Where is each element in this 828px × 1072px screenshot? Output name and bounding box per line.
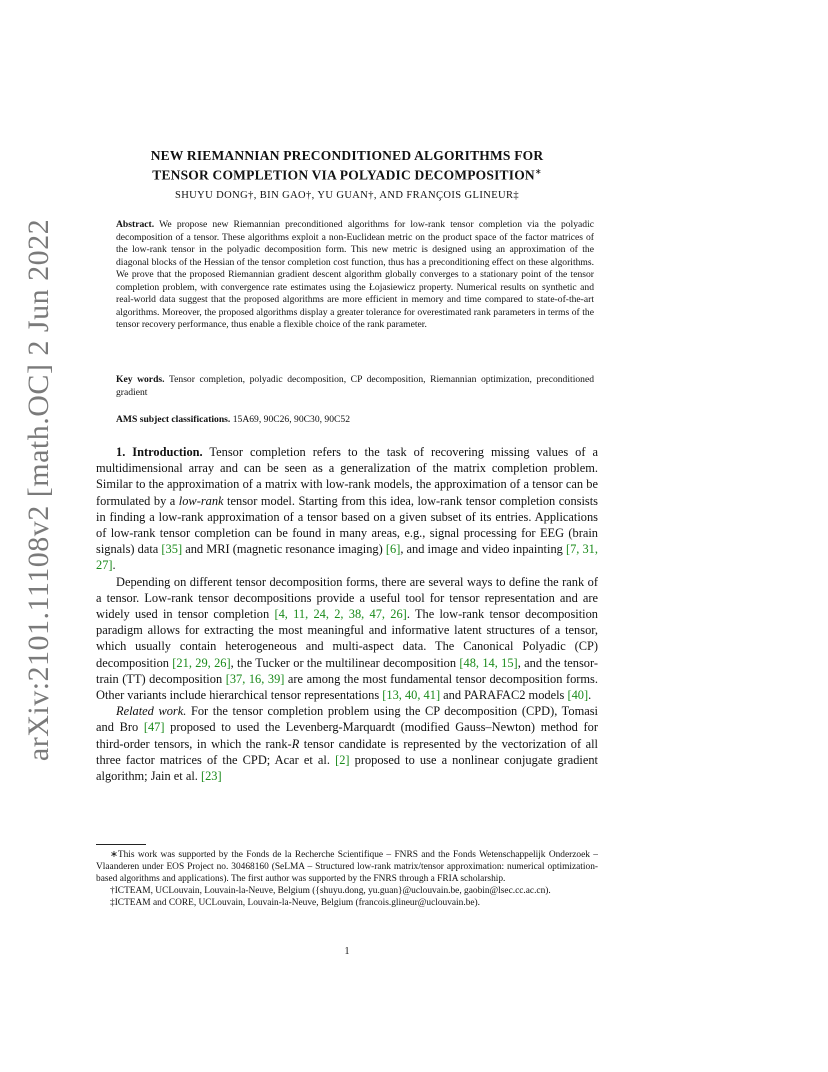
citation-link[interactable]: [40] <box>567 688 589 703</box>
footnote-funding: ∗This work was supported by the Fonds de la Recherche Scientifique – FNRS and the Fonds Wetenschappelijk Onderzoek – Vlaanderen under EOS Project no. 30468160 (SeLMA – Structured low-rank matrix/tensor approximation: numerical optimization-based algorithms and applications). The first author was supported by the FNRS through a FRIA scholarship. <box>96 850 598 884</box>
intro-paragraph-2: Depending on different tensor decomposition forms, there are several ways to define the rank of a tensor. Low-rank tensor decompositions provide a useful tool for tensor representation and are widely used in tensor completion [4, 11, 24, 2, 38, 47, 26]. The low-rank tensor decomposition paradigm allows for extracting the most meaningful and informative latent structures of a tensor, which usually contain heterogeneous and multi-aspect data. The Canonical Polyadic (CP) decomposition [21, 29, 26], the Tucker or the multilinear decomposition [48, 14, 15], and the tensor-train (TT) decomposition [37, 16, 39] are among the most fundamental tensor decomposition forms. Other variants include hierarchical tensor representations [13, 40, 41] and PARAFAC2 models [40]. <box>96 574 598 703</box>
citation-link[interactable]: [37, 16, 39] <box>225 671 285 686</box>
citation-link[interactable]: [6] <box>385 542 401 557</box>
abstract-label: Abstract. <box>116 219 155 230</box>
arxiv-identifier-stamp <box>16 218 62 762</box>
ams-label: AMS subject classifications. <box>116 414 231 425</box>
abstract <box>116 219 594 332</box>
citation-link[interactable]: [48, 14, 15] <box>459 655 518 670</box>
citation-link[interactable]: [21, 29, 26] <box>172 655 231 670</box>
citation-link[interactable]: [35] <box>161 542 183 557</box>
keywords <box>116 374 594 399</box>
paper-title <box>96 148 598 184</box>
page-number: 1 <box>344 946 350 957</box>
author-list: SHUYU DONG†, BIN GAO†, YU GUAN†, AND FRANÇOIS GLINEUR‡ <box>174 190 520 201</box>
citation-link[interactable]: [47] <box>143 720 165 735</box>
footnote-affiliation-1: †ICTEAM, UCLouvain, Louvain-la-Neuve, Belgium ({shuyu.dong, yu.guan}@uclouvain.be, gaobin@lsec.cc.ac.cn). <box>110 886 551 896</box>
footnote-affiliation-2: ‡ICTEAM and CORE, UCLouvain, Louvain-la-Neuve, Belgium (francois.glineur@uclouvain.be). <box>110 898 481 908</box>
citation-link[interactable]: [4, 11, 24, 2, 38, 47, 26] <box>274 607 407 622</box>
keywords-label: Key words. <box>116 374 165 385</box>
citation-link[interactable]: [23] <box>200 769 222 784</box>
section-heading: 1. Introduction. <box>116 445 203 459</box>
keywords-text: Tensor completion, polyadic decomposition, CP decomposition, Riemannian optimization, preconditioned gradient <box>116 374 595 398</box>
intro-paragraph-1: 1. Introduction. Tensor completion refers to the task of recovering missing values of a multidimensional array and can be seen as a generalization of the matrix completion problem. Similar to the approximation of a matrix with low-rank models, the approximation of a tensor can be formulated by a low-rank tensor model. Starting from this idea, low-rank tensor completion consists in finding a low-rank approximation of a tensor based on a given subset of its entries. Applications of low-rank tensor completion can be found in many areas, e.g., signal processing for EEG (brain signals) data [35] and MRI (magnetic resonance imaging) [6], and image and video inpainting [7, 31, 27]. <box>96 445 598 573</box>
citation-link[interactable]: [2] <box>335 752 350 767</box>
title-line-1: NEW RIEMANNIAN PRECONDITIONED ALGORITHMS FOR <box>150 148 544 163</box>
footnote-divider <box>96 844 146 845</box>
ams-classifications <box>116 414 594 425</box>
introduction-section <box>96 444 598 784</box>
arxiv-identifier: arXiv:2101.11108v2 [math.OC] 2 Jun 2022 <box>22 218 56 762</box>
ams-text: 15A69, 90C26, 90C30, 90C52 <box>232 414 351 425</box>
citation-link[interactable]: [13, 40, 41] <box>382 688 441 703</box>
title-footnote-mark: ∗ <box>534 167 542 176</box>
related-work-heading: Related work. <box>116 704 187 719</box>
title-line-2: TENSOR COMPLETION VIA POLYADIC DECOMPOSITION∗ <box>152 167 542 183</box>
intro-paragraph-3: Related work. For the tensor completion problem using the CP decomposition (CPD), Tomasi and Bro [47] proposed to used the Levenberg-Marquardt (modified Gauss–Newton) method for third-order tensors, in which the rank-R tensor candidate is represented by the vectorization of all three factor matrices of the CPD; Acar et al. [2] proposed to use a nonlinear conjugate gradient algorithm; Jain et al. [23] <box>96 704 599 784</box>
footnotes <box>96 849 598 909</box>
abstract-text: We propose new Riemannian preconditioned algorithms for low-rank tensor completion via the polyadic decomposition of a tensor. These algorithms exploit a non-Euclidean metric on the product space of the factor matrices of the low-rank tensor in the polyadic decomposition form. This new metric is designed using an approximation of the diagonal blocks of the Hessian of the tensor completion cost function, thus has a preconditioning effect on these algorithms. We prove that the proposed Riemannian gradient descent algorithm globally converges to a stationary point of the tensor completion problem, with convergence rate estimates using the Łojasiewicz property. Numerical results on synthetic and real-world data suggest that the proposed algorithms are more efficient in memory and time compared to state-of-the-art algorithms. Moreover, the proposed algorithms display a greater tolerance for overestimated rank parameters in terms of the tensor recovery performance, thus enable a flexible choice of the rank parameter. <box>116 219 594 330</box>
citation-link[interactable]: [7, 31, 27] <box>96 542 598 573</box>
